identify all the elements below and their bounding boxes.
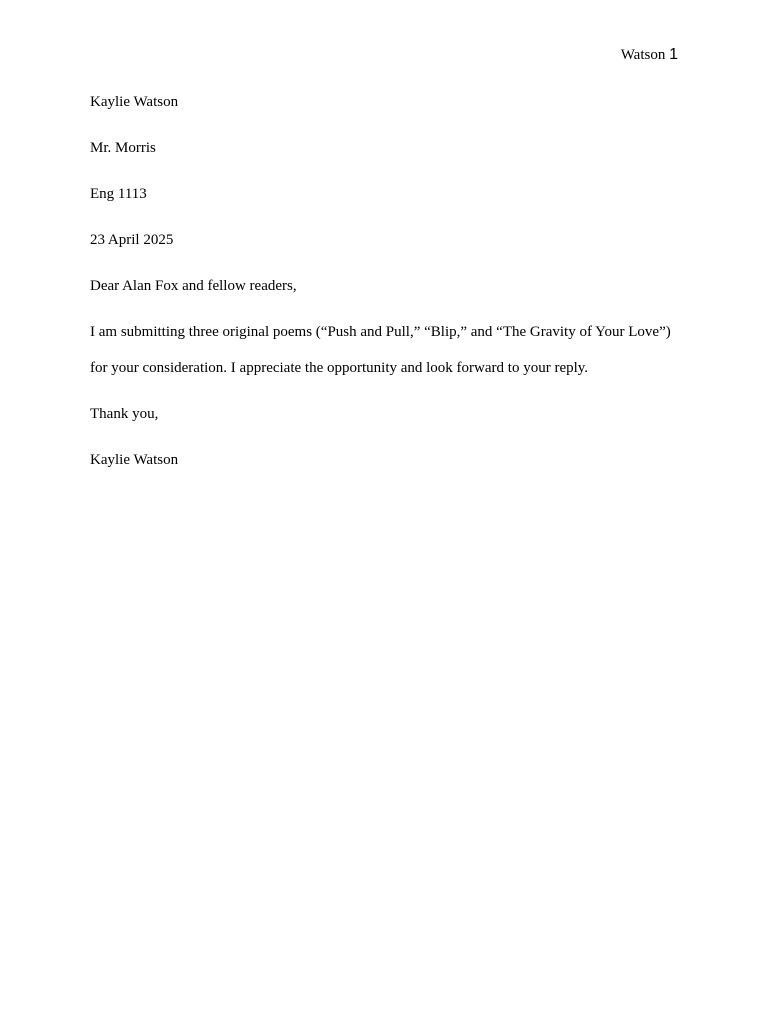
body-line-2: for your consideration. I appreciate the opportunity and look forward to your reply. (90, 360, 589, 376)
signature: Kaylie Watson (90, 452, 179, 468)
date-line: 23 April 2025 (90, 232, 174, 248)
closing: Thank you, (90, 406, 159, 422)
body-line-1: I am submitting three original poems (“Push and Pull,” “Blip,” and “The Gravity of Your Love”) (90, 324, 671, 340)
page-number: 1 (669, 46, 678, 63)
running-header (621, 44, 678, 66)
course-name: Eng 1113 (90, 186, 147, 202)
header-surname: Watson (620, 47, 666, 63)
salutation: Dear Alan Fox and fellow readers, (90, 278, 297, 294)
student-name: Kaylie Watson (90, 94, 179, 110)
instructor-name: Mr. Morris (90, 140, 156, 156)
